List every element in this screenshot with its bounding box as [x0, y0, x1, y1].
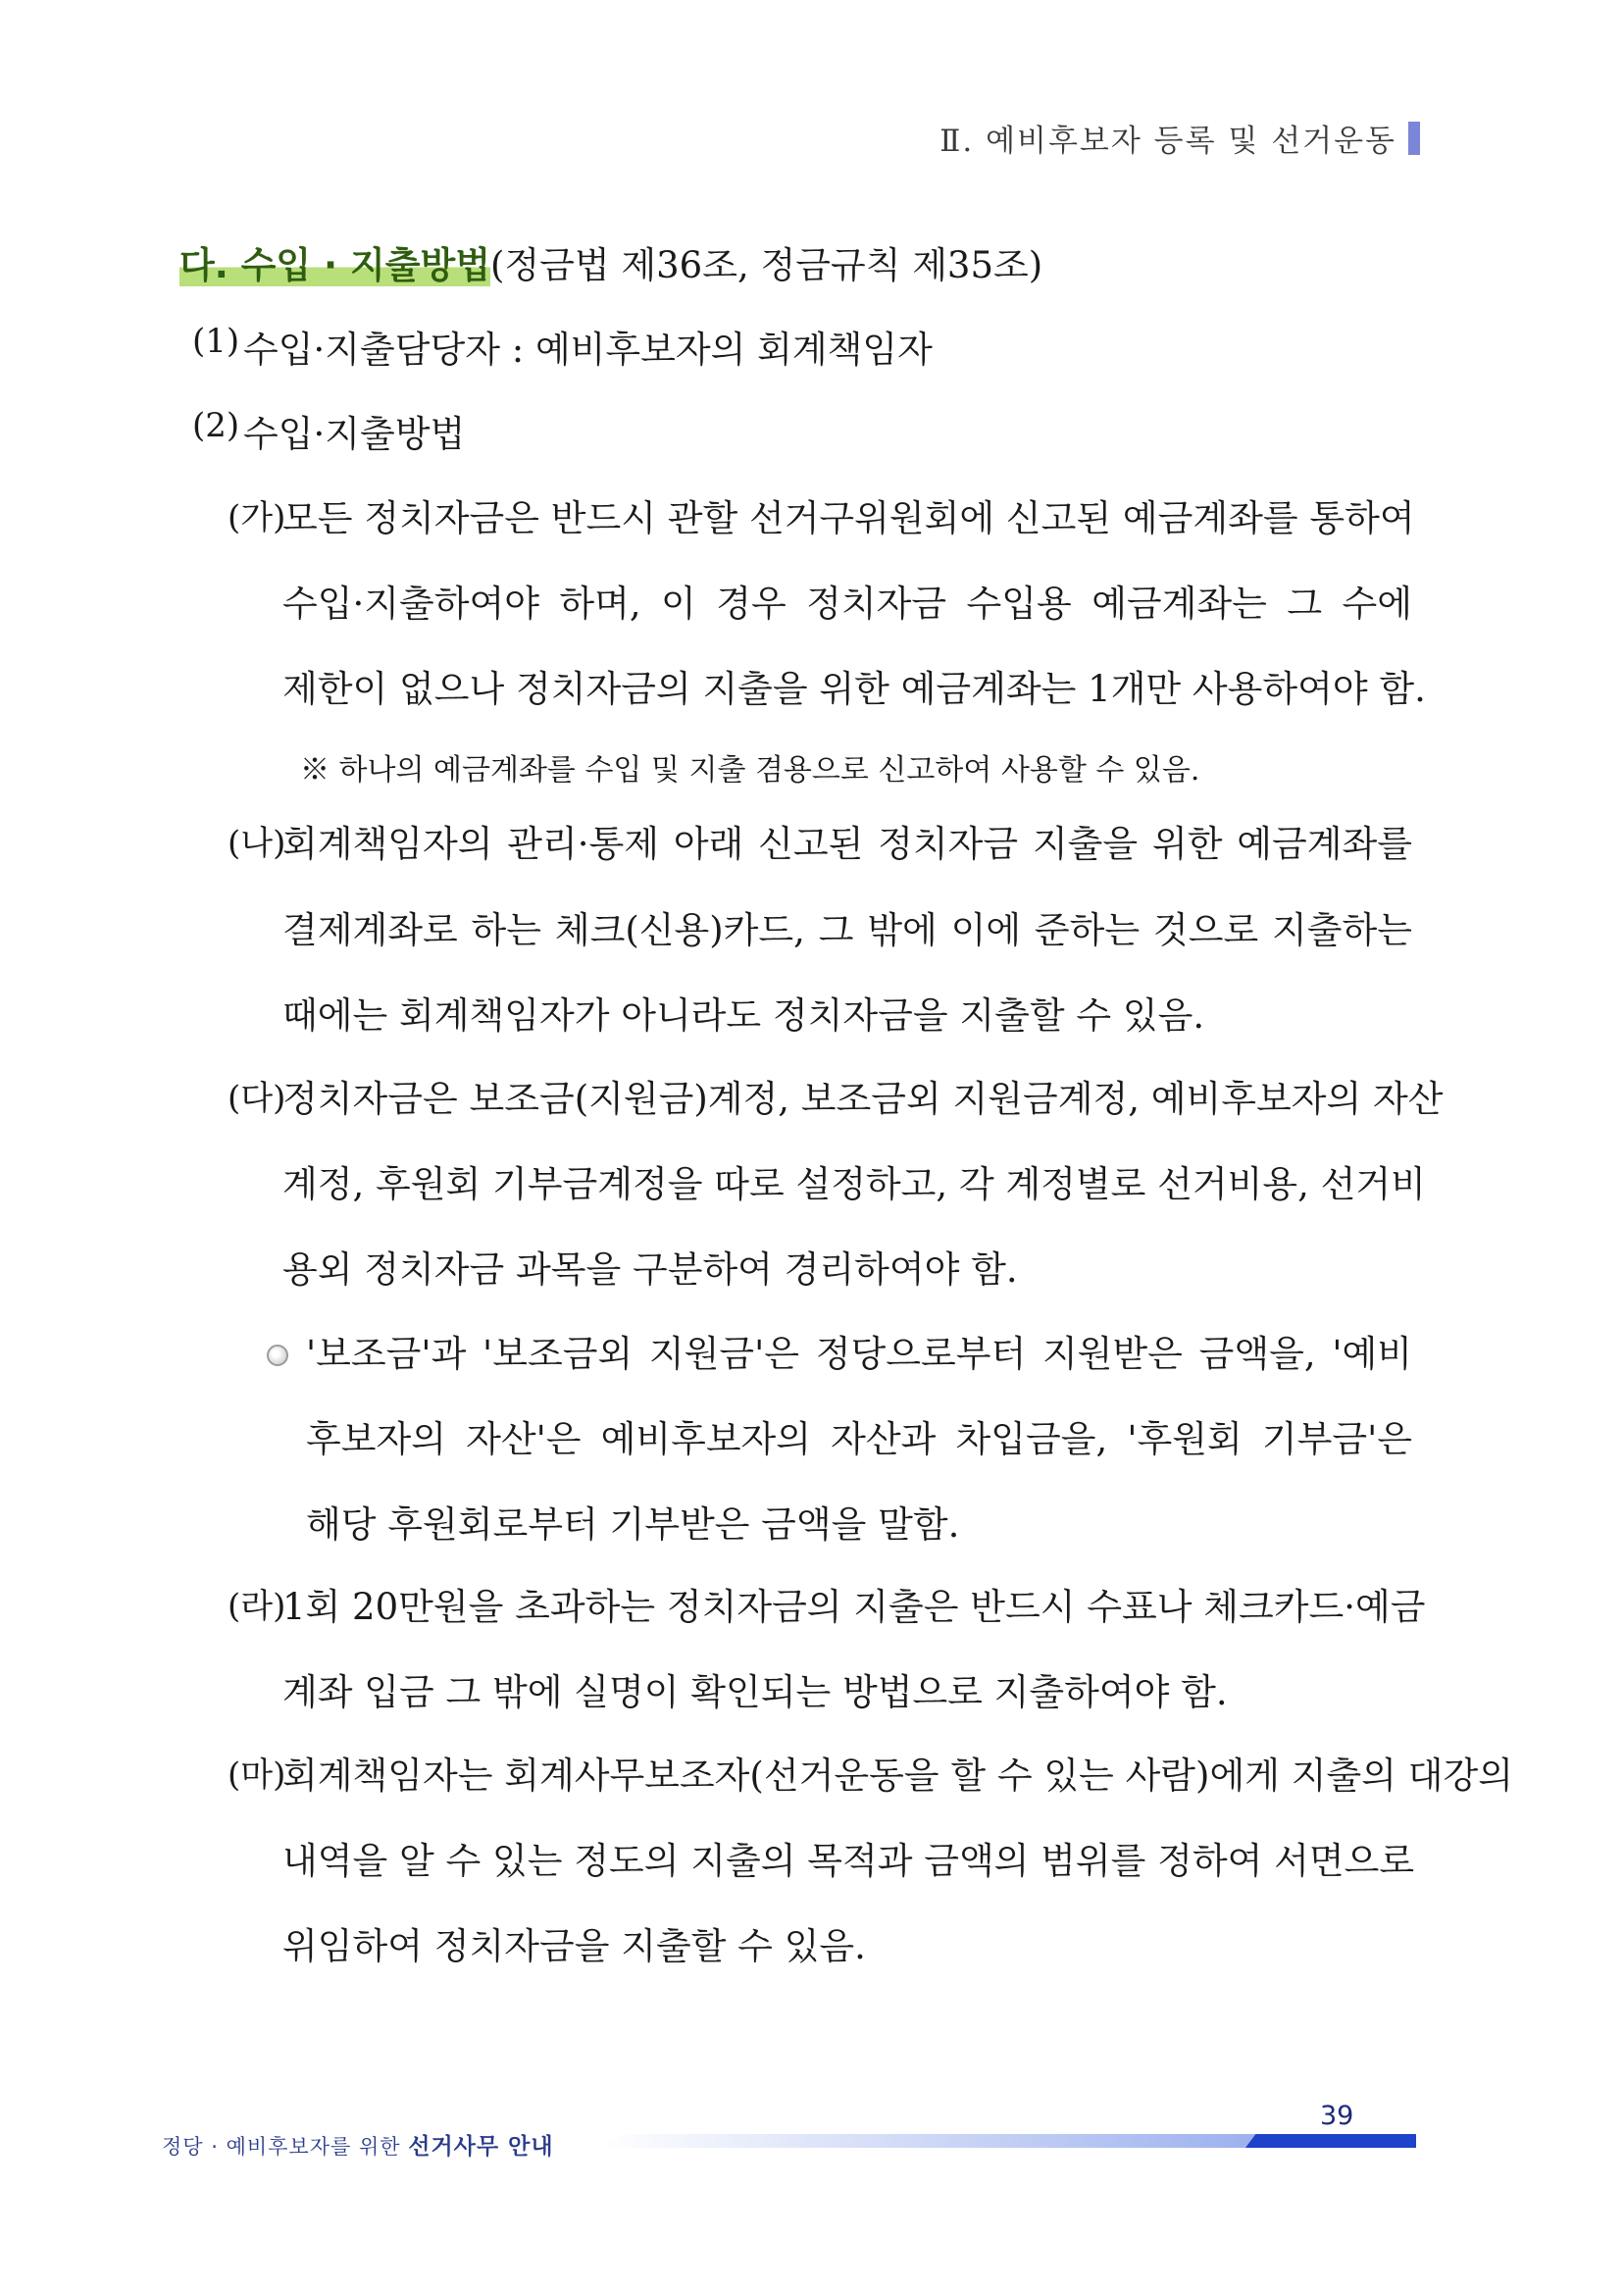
bullet-circle-icon: [267, 1345, 288, 1366]
footer-title: [162, 2128, 554, 2161]
ma-line-3: 위임하여 정치자금을 지출할 수 있음.: [282, 1925, 866, 1967]
footer-book-title: 선거사무 안내: [408, 2134, 554, 2160]
ga-line-2: 수입·지출하여야 하며, 이 경우 정치자금 수입용 예금계좌는 그 수에: [282, 583, 1412, 625]
da-bullet-line-2: 후보자의 자산'은 예비후보자의 자산과 차입금을, '후원회 기부금'은: [306, 1418, 1412, 1460]
ga-line-1: 모든 정치자금은 반드시 관할 선거구위원회에 신고된 예금계좌를 통하여: [282, 497, 1415, 539]
footer-prefix: 정당 · 예비후보자를 위한: [162, 2135, 401, 2159]
da-line-3: 용외 정치자금 과목을 구분하여 경리하여야 함.: [282, 1248, 1018, 1291]
da-bullet-line-1: '보조금'과 '보조금외 지원금'은 정당으로부터 지원받은 금액을, '예비: [306, 1333, 1412, 1375]
item-1-marker: (1): [192, 322, 240, 361]
ga-line-3: 제한이 없으나 정치자금의 지출을 위한 예금계좌는 1개만 사용하여야 함.: [282, 668, 1426, 710]
da-line-1: 정치자금은 보조금(지원금)계정, 보조금외 지원금계정, 예비후보자의 자산: [282, 1078, 1444, 1120]
page-number: 39: [1320, 2101, 1354, 2131]
running-header: [939, 116, 1420, 160]
ra-line-1: 1회 20만원을 초과하는 정치자금의 지출은 반드시 수표나 체크카드·예금: [282, 1586, 1426, 1628]
ga-marker: (가): [228, 498, 286, 537]
ra-line-2: 계좌 입금 그 밖에 실명이 확인되는 방법으로 지출하여야 함.: [282, 1671, 1228, 1713]
footer-accent-bar: [1245, 2134, 1416, 2148]
item-1-text: 수입·지출담당자 : 예비후보자의 회계책임자: [243, 329, 933, 371]
na-line-3: 때에는 회계책임자가 아니라도 정치자금을 지출할 수 있음.: [282, 994, 1205, 1037]
ma-line-2: 내역을 알 수 있는 정도의 지출의 목적과 금액의 범위를 정하여 서면으로: [282, 1840, 1415, 1882]
da-bullet-line-3: 해당 후원회로부터 기부받은 금액을 말함.: [306, 1503, 960, 1546]
ma-marker: (마): [228, 1755, 286, 1795]
item-2-text: 수입·지출방법: [243, 413, 466, 455]
na-marker: (나): [228, 824, 286, 863]
item-2-marker: (2): [192, 406, 240, 445]
section-lead: 다. 수입 · 지출방법: [179, 244, 490, 286]
section-title: [179, 235, 1042, 288]
ga-note: ※ 하나의 예금계좌를 수입 및 지출 겸용으로 신고하여 사용할 수 있음.: [300, 753, 1200, 788]
header-accent-bar: [1408, 122, 1420, 155]
ra-marker: (라): [228, 1587, 286, 1626]
na-line-2: 결제계좌로 하는 체크(신용)카드, 그 밖에 이에 준하는 것으로 지출하는: [282, 909, 1412, 951]
ma-line-1: 회계책임자는 회계사무보조자(선거운동을 할 수 있는 사람)에게 지출의 대강의: [282, 1755, 1513, 1797]
da-line-2: 계정, 후원회 기부금계정을 따로 설정하고, 각 계정별로 선거비용, 선거비: [282, 1163, 1426, 1205]
na-line-1: 회계책임자의 관리·통제 아래 신고된 정치자금 지출을 위한 예금계좌를: [282, 823, 1412, 865]
section-ref: (정금법 제36조, 정금규칙 제35조): [489, 244, 1043, 286]
da-marker: (다): [228, 1079, 286, 1118]
running-header-title: Ⅱ. 예비후보자 등록 및 선거운동: [939, 124, 1396, 159]
